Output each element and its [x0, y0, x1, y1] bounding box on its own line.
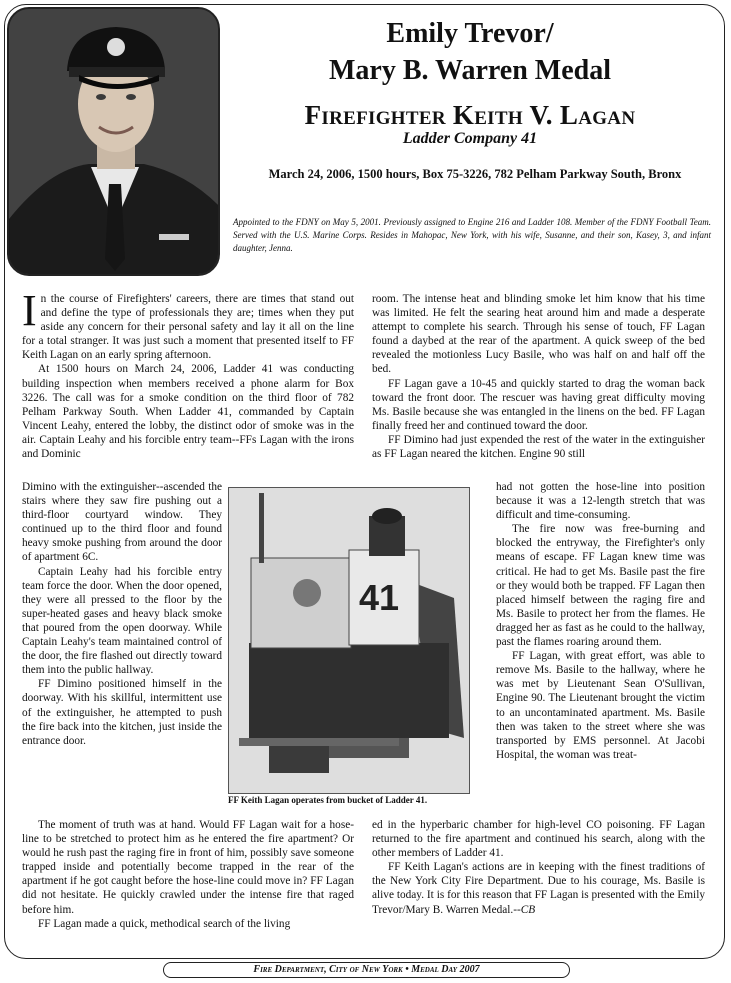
- paragraph-5: The moment of truth was at hand. Would FF Lagan wait for a hose-line to be stretched to protect him as he entered the fire apartment? Or would he rush past the raging fire in front of him, possibly save someone trapped inside and potentially become trapped in the rear of the apartment if he got caught before the hose-line could move in? FF Lagan did not hesitate. He quickly crawled under the intense fire that raged before him.: [22, 819, 354, 916]
- truck-number-label: 41: [359, 577, 400, 618]
- article-left-top: [22, 286, 354, 461]
- paragraph-10-cont: ed in the hyperbaric chamber for high-level CO poisoning. FF Lagan returned to the fire apartment and continued his search, along with the other members of Ladder 41.: [372, 819, 705, 860]
- page-footer: Fire Department, City of New York • Medal Day 2007: [163, 962, 570, 978]
- paragraph-6: FF Lagan made a quick, methodical search of the living: [38, 917, 291, 930]
- paragraph-2-cont: Dimino with the extinguisher--ascended the stairs where they saw fire pushing out a third-floor courtyard window. They continued up to the third floor and found heavy smoke pushing from around the door of apartment 6C.: [22, 481, 222, 564]
- medal-title-line1: Emily Trevor/: [386, 18, 554, 49]
- recipient-name: Firefighter Keith V. Lagan: [304, 100, 636, 130]
- photo-caption: FF Keith Lagan operates from bucket of Ladder 41.: [228, 795, 428, 805]
- paragraph-3: Captain Leahy had his forcible entry team force the door. When the door opened, they were all pressed to the floor by the super-heated gases and heavy black smoke that poured from the open doorway. While Captain Leahy's team maintained control of the door, the fire flashed out directly toward them into the public hallway.: [22, 565, 222, 677]
- company-name: Ladder Company 41: [402, 130, 538, 147]
- article-left-narrow: [22, 480, 222, 748]
- paragraph-8: FF Dimino had just expended the rest of the water in the extinguisher as FF Lagan neared the kitchen. Engine 90 still: [372, 433, 705, 461]
- medal-title-line2: Mary B. Warren Medal: [328, 55, 612, 86]
- bucket-photo: [228, 487, 470, 794]
- dropcap: I: [22, 286, 37, 335]
- paragraph-1: In the course of Firefighters' careers, there are times that stand out and define the type of professionals they are; times when they put aside any concern for their personal safety and lay it all on the line for a total stranger. It was just such a moment that presented itself to FF Keith Lagan on an early spring afternoon.: [22, 286, 354, 362]
- paragraph-4: FF Dimino positioned himself in the doorway. With his skillful, intermittent use of the extinguisher, he attempted to push the fire back into the kitchen, just inside the entrance door.: [22, 678, 222, 747]
- article-right-narrow: [496, 480, 705, 762]
- paragraph-7: FF Lagan gave a 10-45 and quickly started to drag the woman back toward the front door. The rescuer was having great difficulty moving Ms. Basile because she was entangled in the linens on the bed. FF Lagan finally freed her and continued toward the door.: [372, 377, 705, 432]
- article-right-top: [372, 292, 705, 461]
- paragraph-6-cont: room. The intense heat and blinding smoke let him know that his time was limited. He felt the searing heat around him and made a desperate attempt to complete his search. Through his sense of touch, FF Lagan found a daybed at the rear of the apartment. A quick sweep of the bed revealed the motionless Lucy Basile, who was half on and half off the bed.: [372, 293, 705, 376]
- article-right-bottom: [372, 818, 705, 917]
- firefighter-portrait: [7, 7, 220, 276]
- paragraph-2: At 1500 hours on March 24, 2006, Ladder 41 was conducting building inspection when members received a phone alarm for Box 3226. The call was for a smoke condition on the third floor of 782 Pelham Parkway South. When Ladder 41, commanded by Captain Vincent Leahy, entered the lobby, the distinct odor of smoke was in the air. Captain Leahy and his forcible entry team--FFs Lagan with the irons and Dominic: [22, 363, 354, 461]
- article-left-bottom: [22, 818, 354, 931]
- paragraph-11: FF Keith Lagan's actions are in keeping with the finest traditions of the New York City Fire Department. Due to his courage, Ms. Basile is alive today. It is for this reason that FF Lagan is presented with the Emily Trevor/Mary B. Warren Medal.--CB: [372, 861, 705, 916]
- paragraph-9: The fire now was free-burning and blocked the entryway, the Firefighter's only means of escape. FF Lagan knew time was critical. He had to get Ms. Basile past the fire or they would both be trapped. FF Lagan then placed himself between the raging fire and Ms. Basile to protect her from the flames. He dragged her as fast as he could to the hallway, past the flames roaring around them.: [496, 523, 705, 649]
- incident-dateline: March 24, 2006, 1500 hours, Box 75-3226, 782 Pelham Parkway South, Bronx: [268, 167, 682, 181]
- paragraph-8-cont: had not gotten the hose-line into position because it was a 12-length stretch that was difficult and time-consuming.: [496, 481, 705, 522]
- bio-paragraph: Appointed to the FDNY on May 5, 2001. Previously assigned to Engine 216 and Ladder 108. Member of the FDNY Football Team. Served with the U.S. Marine Corps. Resides in Mahopac, New York, with his wife, Susanne, and their son, Kasey, 3, and infant daughter, Jenna.: [233, 217, 711, 253]
- paragraph-10: FF Lagan, with great effort, was able to remove Ms. Basile to the hallway, where he was met by Lieutenant Sean O'Sullivan, Engine 90. The Lieutenant brought the victim to an uncontaminated apartment. Ms. Basile then was taken to the street where she was transported by EMS personnel. At Jacobi Hospital, the woman was treat-: [496, 650, 705, 761]
